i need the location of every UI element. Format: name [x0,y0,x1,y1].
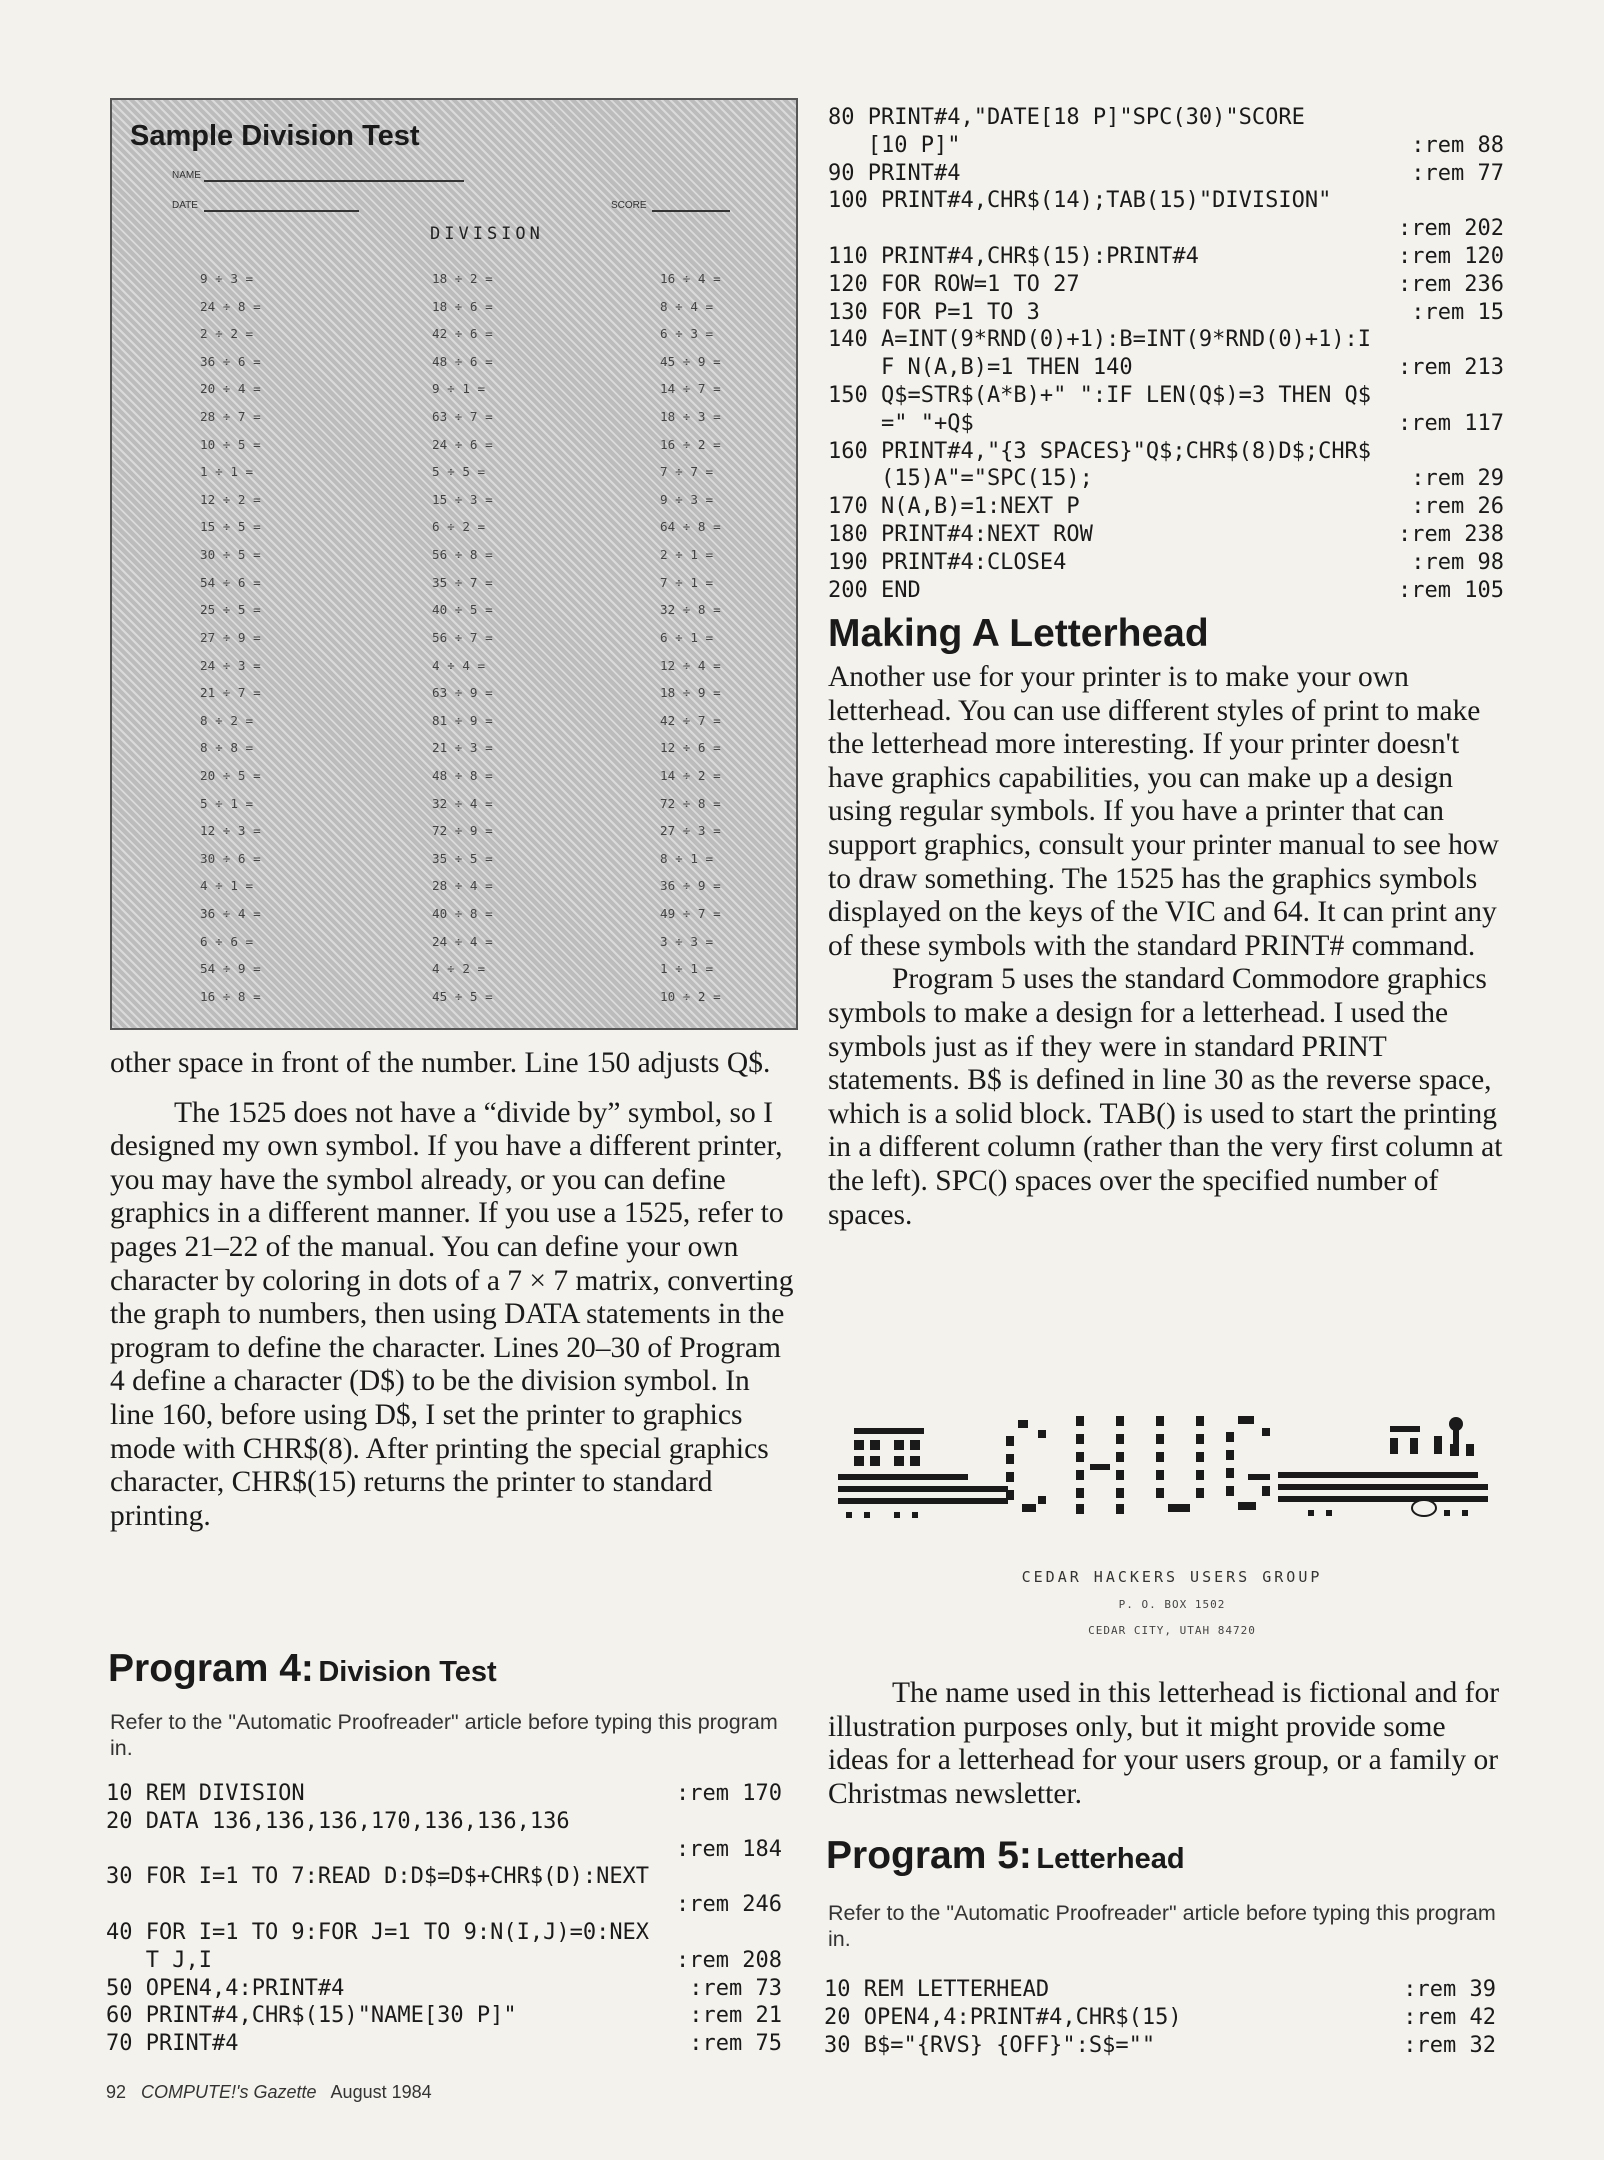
division-problem: 4 ÷ 2 = [432,961,486,977]
division-problem: 72 ÷ 9 = [432,823,493,839]
program5-label: Program 5: [826,1834,1032,1877]
figure-name-line [204,180,464,182]
code-line [828,299,1504,327]
division-problem: 63 ÷ 9 = [432,685,493,701]
code-line [106,1975,782,2003]
division-problem: 15 ÷ 5 = [200,519,261,535]
division-problem: 10 ÷ 5 = [200,436,261,452]
code-text: 130 FOR P=1 TO 3 [828,299,1040,325]
code-line [828,160,1504,188]
right-prose-1 [828,661,1512,1232]
code-line [828,382,1504,410]
page-number: 92 [106,2082,127,2102]
code-text: 150 Q$=STR$(A*B)+" ":IF LEN(Q$)=3 THEN Q$ [828,382,1372,408]
division-problem: 27 ÷ 3 = [660,823,721,839]
code-text: 90 PRINT#4 [828,160,961,186]
code-line [828,104,1504,132]
division-problem: 64 ÷ 8 = [660,519,721,535]
code-text: 170 N(A,B)=1:NEXT P [828,494,1080,520]
code-text: [10 P]" [828,132,961,158]
code-text: 30 FOR I=1 TO 7:READ D:D$=D$+CHR$(D):NEXT [106,1864,650,1890]
rem-checksum: :rem 15 [1411,299,1504,325]
program4-name: Division Test [318,1656,497,1688]
division-problem: 14 ÷ 7 = [660,381,721,397]
rem-checksum: :rem 88 [1411,132,1504,158]
division-problem: 12 ÷ 3 = [200,823,261,839]
code-text: 180 PRINT#4:NEXT ROW [828,521,1093,547]
division-problem: 32 ÷ 8 = [660,602,721,618]
division-problem: 6 ÷ 2 = [432,519,486,535]
division-problem: 14 ÷ 2 = [660,767,721,783]
division-problem: 18 ÷ 3 = [660,409,721,425]
code-line [824,2032,1496,2060]
rem-checksum: :rem 208 [676,1947,782,1973]
code-text: 20 OPEN4,4:PRINT#4,CHR$(15) [824,2004,1182,2030]
division-problem: 45 ÷ 9 = [660,353,721,369]
code-text: 10 REM LETTERHEAD [824,1977,1050,2002]
division-problem: 2 ÷ 1 = [660,547,714,563]
division-problem: 21 ÷ 3 = [432,740,493,756]
letterhead-address-1: P. O. BOX 1502 [1118,1598,1226,1611]
rem-checksum: :rem 98 [1411,549,1504,575]
code-line [824,2004,1496,2032]
rem-checksum: :rem 77 [1411,160,1504,186]
division-problem: 16 ÷ 2 = [660,436,721,452]
code-line [106,1780,782,1808]
code-text: 140 A=INT(9*RND(0)+1):B=INT(9*RND(0)+1):I [828,327,1372,353]
division-problem: 8 ÷ 8 = [200,740,254,756]
code-line [828,271,1504,299]
rem-checksum: :rem 117 [1398,410,1504,436]
code-line [828,493,1504,521]
division-problem: 48 ÷ 8 = [432,767,493,783]
left-paragraph-1: other space in front of the number. Line 150 adjusts Q$. [110,1047,771,1079]
program4-note: Refer to the "Automatic Proofreader" article before typing this program in. [110,1710,778,1760]
right-paragraph-2: Program 5 uses the standard Commodore graphics symbols to make a design for a letterhead. I used the symbols just as if they were in standard PRINT statements. B$ is defined in line 30 as the reverse space, which is a solid block. TAB() is used to start the printing in a different column (rather than the very first column at the left). SPC() spaces over the specified number of spaces. [828,963,1503,1231]
chug-logo [838,1400,1506,1540]
issue-date: August 1984 [330,2082,432,2102]
division-problem: 28 ÷ 4 = [432,878,493,894]
code-text: 190 PRINT#4:CLOSE4 [828,549,1067,575]
rem-checksum: :rem 202 [1398,216,1504,242]
figure-date-label: DATE [172,200,198,211]
division-problem: 35 ÷ 7 = [432,574,493,590]
right-paragraph-1: Another use for your printer is to make your own letterhead. You can use different styles of print to make the letterhead more interesting. If your printer doesn't have graphics capabilities, you can make up a design using regular symbols. If you have a printer that can support graphics, consult your printer manual to see how to draw something. The 1525 has the graphics symbols displayed on the keys of the VIC and 64. It can print any of these symbols with the standard PRINT# command. [828,661,1499,962]
letterhead-address-2: CEDAR CITY, UTAH 84720 [1088,1624,1256,1637]
division-problem: 6 ÷ 3 = [660,326,714,342]
division-problem: 24 ÷ 3 = [200,657,261,673]
division-problem: 24 ÷ 8 = [200,298,261,314]
division-problem: 5 ÷ 1 = [200,795,254,811]
code-text: F N(A,B)=1 THEN 140 [828,355,1133,381]
division-problem: 12 ÷ 2 = [200,491,261,507]
division-problem: 20 ÷ 5 = [200,767,261,783]
code-line [828,354,1504,382]
code-line [106,2030,782,2058]
division-problem: 42 ÷ 7 = [660,712,721,728]
division-problem: 16 ÷ 4 = [660,271,721,286]
code-text: 200 END [828,577,921,603]
division-problem: 18 ÷ 2 = [432,271,493,286]
division-problem: 32 ÷ 4 = [432,795,493,811]
division-problem: 42 ÷ 6 = [432,326,493,342]
division-problem: 2 ÷ 2 = [200,326,254,342]
division-problem: 35 ÷ 5 = [432,850,493,866]
rem-checksum: :rem 170 [676,1781,782,1806]
division-problem: 7 ÷ 7 = [660,464,714,480]
program4-heading [108,1647,497,1691]
division-problem: 81 ÷ 9 = [432,712,493,728]
division-problem: 40 ÷ 8 = [432,906,493,922]
division-problem: 72 ÷ 8 = [660,795,721,811]
code-line [828,465,1504,493]
rem-checksum: :rem 26 [1411,494,1504,520]
page-footer [106,2082,432,2103]
division-problem: 8 ÷ 2 = [200,712,254,728]
code-text: 10 REM DIVISION [106,1781,305,1806]
figure-column-1 [200,268,261,1008]
code-line [106,2002,782,2030]
rem-checksum: :rem 32 [1403,2032,1496,2058]
division-problem: 9 ÷ 1 = [432,381,486,397]
code-line [106,1863,782,1891]
division-problem: 16 ÷ 8 = [200,988,261,1004]
division-problem: 54 ÷ 6 = [200,574,261,590]
code-text: 160 PRINT#4,"{3 SPACES}"Q$;CHR$(8)D$;CHR$ [828,438,1372,464]
rem-checksum: :rem 120 [1398,243,1504,269]
division-problem: 9 ÷ 3 = [660,491,714,507]
figure-column-3 [660,268,721,1008]
figure-column-2 [432,268,493,1008]
program5-heading [826,1834,1185,1878]
division-problem: 45 ÷ 5 = [432,988,493,1004]
code-text: 60 PRINT#4,CHR$(15)"NAME[30 P]" [106,2003,517,2029]
code-text: 40 FOR I=1 TO 9:FOR J=1 TO 9:N(I,J)=0:NEX [106,1919,650,1945]
code-text: =" "+Q$ [828,410,974,436]
division-problem: 18 ÷ 9 = [660,685,721,701]
division-problem: 3 ÷ 3 = [660,933,714,949]
rem-checksum: :rem 213 [1398,355,1504,381]
code-line [106,1836,782,1864]
letterhead-group-name: CEDAR HACKERS USERS GROUP [1021,1568,1323,1586]
division-problem: 18 ÷ 6 = [432,298,493,314]
division-problem: 54 ÷ 9 = [200,961,261,977]
code-text: 70 PRINT#4 [106,2031,239,2057]
code-line [106,1808,782,1836]
code-text: T J,I [106,1947,212,1973]
left-paragraph-2: The 1525 does not have a “divide by” symbol, so I designed my own symbol. If you have a different printer, you may have the symbol already, or you can define graphics in a different manner. If you use a 1525, refer to pages 21–22 of the manual. You can define your own character by coloring in dots of a 7 × 7 matrix, converting the graph to numbers, then using DATA statements in the program to define the character. Lines 20–30 of Program 4 define a character (D$) to be the division symbol. In line 160, before using D$, I set the printer to graphics mode with CHR$(8). After printing the special graphics character, CHR$(15) returns the printer to standard printing. [110,1096,794,1532]
division-problem: 20 ÷ 4 = [200,381,261,397]
code-text: 50 OPEN4,4:PRINT#4 [106,1975,345,2001]
rem-checksum: :rem 236 [1398,271,1504,297]
code-line [828,521,1504,549]
division-problem: 21 ÷ 7 = [200,685,261,701]
program4-listing [106,1780,782,2058]
rem-checksum: :rem 21 [689,2003,782,2029]
program5-note: Refer to the "Automatic Proofreader" article before typing this program in. [828,1901,1496,1951]
division-problem: 24 ÷ 4 = [432,933,493,949]
letterhead-heading: Making A Letterhead [828,612,1209,655]
code-text: 20 DATA 136,136,136,170,136,136,136 [106,1808,570,1834]
division-problem: 36 ÷ 4 = [200,906,261,922]
division-problem: 25 ÷ 5 = [200,602,261,618]
code-line [828,577,1504,605]
code-text: 80 PRINT#4,"DATE[18 P]"SPC(30)"SCORE [828,105,1305,130]
division-problem: 36 ÷ 9 = [660,878,721,894]
code-line [828,326,1504,354]
division-problem: 27 ÷ 9 = [200,629,261,645]
figure-title: Sample Division Test [130,120,420,152]
division-problem: 6 ÷ 6 = [200,933,254,949]
rem-checksum: :rem 238 [1398,521,1504,547]
division-problem: 4 ÷ 4 = [432,657,486,673]
program5-name: Letterhead [1036,1843,1185,1875]
right-prose-2 [828,1677,1512,1811]
magazine-name: COMPUTE!'s Gazette [141,2082,317,2102]
rem-checksum: :rem 73 [689,1975,782,2001]
code-line [828,410,1504,438]
code-line [828,132,1504,160]
left-prose [110,1047,798,1533]
figure-score-line [652,210,730,212]
division-problem: 24 ÷ 6 = [432,436,493,452]
figure-date-line [204,210,359,212]
rem-checksum: :rem 246 [676,1892,782,1918]
division-problem: 15 ÷ 3 = [432,491,493,507]
program4-label: Program 4: [108,1647,314,1690]
division-problem: 4 ÷ 1 = [200,878,254,894]
division-problem: 1 ÷ 1 = [200,464,254,480]
code-line [106,1919,782,1947]
code-text: 120 FOR ROW=1 TO 27 [828,271,1080,297]
figure-name-label: NAME [172,170,201,181]
division-problem: 12 ÷ 6 = [660,740,721,756]
division-problem: 56 ÷ 7 = [432,629,493,645]
division-problem: 6 ÷ 1 = [660,629,714,645]
code-line [828,549,1504,577]
code-line [828,215,1504,243]
program4-listing-continued [828,104,1504,604]
division-problem: 49 ÷ 7 = [660,906,721,922]
division-problem: 36 ÷ 6 = [200,353,261,369]
rem-checksum: :rem 42 [1403,2004,1496,2030]
division-problem: 28 ÷ 7 = [200,409,261,425]
sample-division-test-figure [110,98,798,1030]
figure-score-label: SCORE [611,200,647,211]
division-problem: 10 ÷ 2 = [660,988,721,1004]
division-problem: 5 ÷ 5 = [432,464,486,480]
program5-listing [824,1976,1496,2059]
rem-checksum: :rem 75 [689,2031,782,2057]
division-problem: 8 ÷ 4 = [660,298,714,314]
rem-checksum: :rem 39 [1403,1977,1496,2002]
division-problem: 30 ÷ 6 = [200,850,261,866]
division-problem: 12 ÷ 4 = [660,657,721,673]
division-problem: 7 ÷ 1 = [660,574,714,590]
code-text: (15)A"="SPC(15); [828,466,1093,492]
code-line [828,187,1504,215]
code-line [828,243,1504,271]
division-problem: 63 ÷ 7 = [432,409,493,425]
code-line [106,1891,782,1919]
rem-checksum: :rem 184 [676,1836,782,1862]
rem-checksum: :rem 105 [1398,577,1504,603]
figure-heading: DIVISION [430,224,544,244]
division-problem: 9 ÷ 3 = [200,271,254,286]
rem-checksum: :rem 29 [1411,466,1504,492]
code-line [828,438,1504,466]
division-problem: 1 ÷ 1 = [660,961,714,977]
code-text: 30 B$="{RVS} {OFF}":S$="" [824,2032,1156,2058]
code-line [106,1947,782,1975]
code-text: 100 PRINT#4,CHR$(14);TAB(15)"DIVISION" [828,188,1332,214]
division-problem: 48 ÷ 6 = [432,353,493,369]
right-paragraph-3: The name used in this letterhead is fictional and for illustration purposes only, but it might provide some ideas for a letterhead for your users group, or a family or Christmas newsletter. [828,1677,1500,1810]
division-problem: 40 ÷ 5 = [432,602,493,618]
code-line [824,1976,1496,2004]
division-problem: 56 ÷ 8 = [432,547,493,563]
code-text: 110 PRINT#4,CHR$(15):PRINT#4 [828,243,1199,269]
division-problem: 8 ÷ 1 = [660,850,714,866]
chug-letterhead-graphic [838,1400,1506,1670]
division-problem: 30 ÷ 5 = [200,547,261,563]
